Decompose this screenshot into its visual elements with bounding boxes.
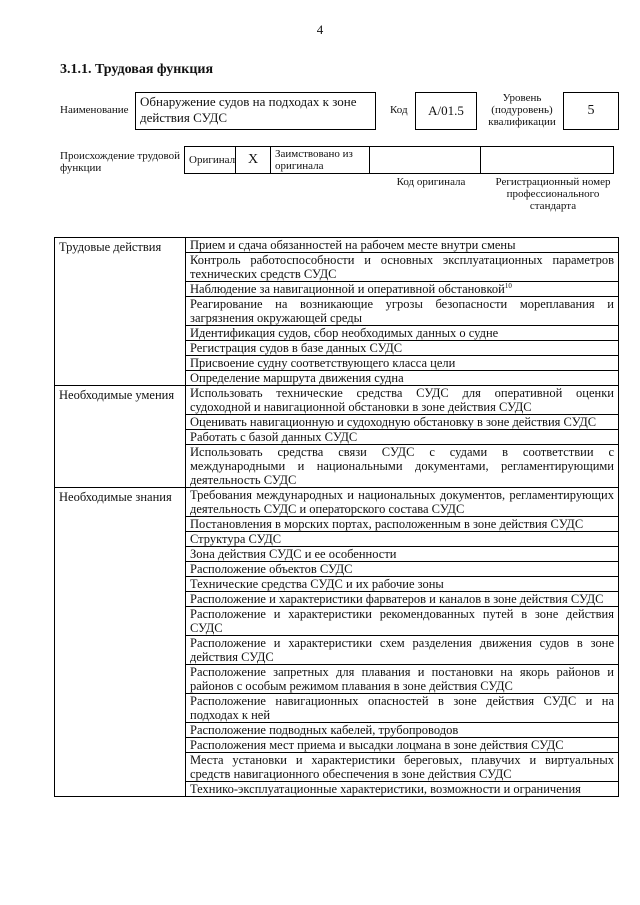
origin-row — [185, 146, 619, 174]
table-cell: Использовать технические средства СУДС для оперативной оценки судоходной и навигационной обстановки в зоне действия СУДС — [186, 386, 619, 415]
section-label: Трудовые действия — [55, 238, 186, 386]
page-number: 4 — [316, 22, 324, 37]
table-cell: Контроль работоспособности и основных эксплуатационных параметров технических средств СУДС — [186, 253, 619, 282]
table-cell: Расположение и характеристики фарватеров и каналов в зоне действия СУДС — [186, 592, 619, 607]
original-label: Оригинал — [184, 146, 236, 174]
qualification-level: 5 — [563, 92, 619, 130]
table-cell: Расположение объектов СУДС — [186, 562, 619, 577]
table-row — [55, 488, 619, 517]
section-label: Необходимые умения — [55, 386, 186, 488]
section-label: Необходимые знания — [55, 488, 186, 797]
section-title: 3.1.1. Трудовая функция — [60, 62, 214, 77]
function-code: A/01.5 — [415, 92, 477, 130]
borrowed-label: Заимствовано из оригинала — [270, 146, 370, 174]
table-cell: Места установки и характеристики береговых, плавучих и виртуальных средств навигационного обеспечения в зоне действия СУДС — [186, 753, 619, 782]
code-label: Код — [390, 104, 408, 116]
table-cell: Расположение и характеристики схем разделения движения судов в зоне действия СУДС — [186, 636, 619, 665]
function-table — [54, 237, 619, 797]
name-label: Наименование — [60, 104, 129, 116]
table-cell: Работать с базой данных СУДС — [186, 430, 619, 445]
table-cell: Оценивать навигационную и судоходную обстановку в зоне действия СУДС — [186, 415, 619, 430]
registration-number-cell — [480, 146, 614, 174]
table-row — [55, 386, 619, 415]
table-cell: Структура СУДС — [186, 532, 619, 547]
table-cell: Технико-эксплуатационные характеристики, возможности и ограничения — [186, 782, 619, 797]
footnote-mark: 10 — [504, 281, 512, 290]
table-cell: Использовать средства связи СУДС с судами в соответствии с международными и национальными документами, регламентирующими деятельность СУДС — [186, 445, 619, 488]
table-cell: Присвоение судну соответствующего класса цели — [186, 356, 619, 371]
table-cell: Расположение и характеристики рекомендованных путей в зоне действия СУДС — [186, 607, 619, 636]
table-cell: Идентификация судов, сбор необходимых данных о судне — [186, 326, 619, 341]
original-code-cell — [369, 146, 481, 174]
table-row — [55, 238, 619, 253]
table-cell: Расположение запретных для плавания и постановки на якорь районов и районов с особым режимом плавания в зоне действия СУДС — [186, 665, 619, 694]
table-cell: Требования международных и национальных документов, регламентирующих деятельность СУДС и операторского состава СУДС — [186, 488, 619, 517]
table-cell: Реагирование на возникающие угрозы безопасности мореплавания и загрязнения окружающей среды — [186, 297, 619, 326]
registration-caption: Регистрационный номер профессионального стандарта — [495, 176, 611, 212]
qualification-level-label: Уровень (подуровень) квалификации — [488, 92, 556, 128]
table-cell: Расположения мест приема и высадки лоцмана в зоне действия СУДС — [186, 738, 619, 753]
table-cell: Расположение навигационных опасностей в зоне действия СУДС и на подходах к ней — [186, 694, 619, 723]
function-name: Обнаружение судов на подходах к зоне действия СУДС — [135, 92, 376, 130]
table-cell: Определение маршрута движения судна — [186, 371, 619, 386]
table-cell: Зона действия СУДС и ее особенности — [186, 547, 619, 562]
table-cell: Технические средства СУДС и их рабочие зоны — [186, 577, 619, 592]
table-cell: Наблюдение за навигационной и оперативной обстановкой$^{10}$ — [186, 282, 619, 297]
table-cell: Постановления в морских портах, расположенным в зоне действия СУДС — [186, 517, 619, 532]
table-cell: Прием и сдача обязанностей на рабочем месте внутри смены — [186, 238, 619, 253]
origin-label: Происхождение трудовой функции — [60, 150, 181, 174]
table-cell: Регистрация судов в базе данных СУДС — [186, 341, 619, 356]
original-mark: X — [235, 146, 271, 174]
table-cell: Расположение подводных кабелей, трубопроводов — [186, 723, 619, 738]
original-code-caption: Код оригинала — [396, 176, 466, 188]
